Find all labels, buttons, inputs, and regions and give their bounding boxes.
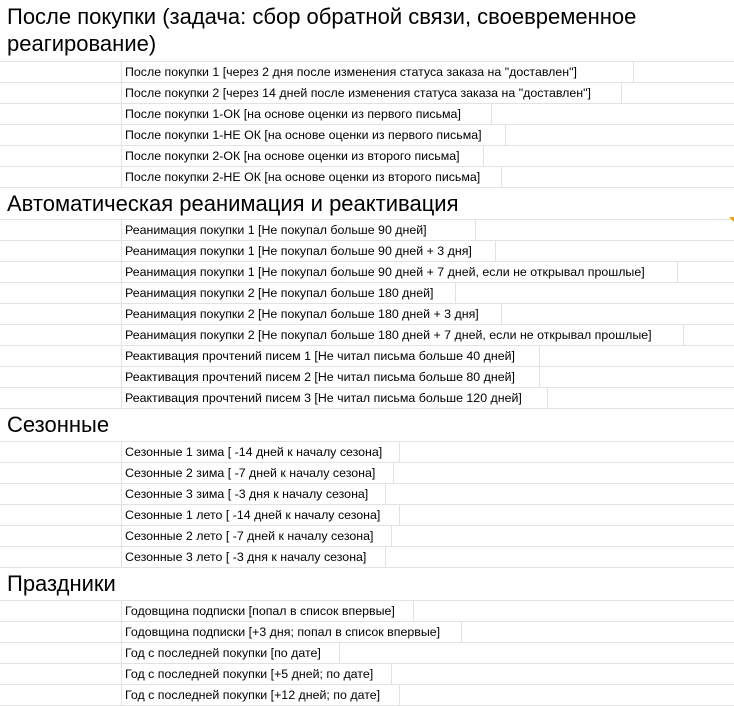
empty-cell[interactable] [0, 346, 122, 367]
empty-cell[interactable] [0, 463, 122, 484]
cell-text[interactable]: Сезонные 1 зима [ -14 дней к началу сезона] [122, 442, 400, 462]
table-row[interactable] [0, 146, 734, 167]
cell-text[interactable]: Сезонные 1 лето [ -14 дней к началу сезона] [122, 505, 400, 525]
empty-cell[interactable] [0, 388, 122, 409]
cell-text[interactable]: После покупки 1-ОК [на основе оценки из первого письма] [122, 104, 492, 124]
cell-text[interactable]: Сезонные 2 зима [ -7 дней к началу сезона] [122, 463, 394, 483]
cell-text[interactable]: Реанимация покупки 2 [Не покупал больше 180 дней + 7 дней, если не открывал прошлые] [122, 325, 684, 345]
table-row[interactable] [0, 346, 734, 367]
empty-cell[interactable] [0, 241, 122, 262]
section-title-line-1: После покупки (задача: сбор обратной связи, своевременное [7, 4, 637, 29]
table-row[interactable] [0, 262, 734, 283]
empty-cell[interactable] [0, 547, 122, 568]
table-row[interactable] [0, 283, 734, 304]
cell-text[interactable]: Годовщина подписки [+3 дня; попал в список впервые] [122, 622, 462, 642]
empty-cell[interactable] [0, 484, 122, 505]
cell-text[interactable]: Сезонные 3 зима [ -3 дня к началу сезона] [122, 484, 386, 504]
empty-cell[interactable] [0, 283, 122, 304]
table-row[interactable] [0, 367, 734, 388]
empty-cell[interactable] [0, 325, 122, 346]
cell-text[interactable]: После покупки 2-НЕ ОК [на основе оценки из второго письма] [122, 167, 502, 187]
cell-text[interactable]: Реанимация покупки 2 [Не покупал больше 180 дней + 3 дня] [122, 304, 502, 324]
table-row[interactable] [0, 484, 734, 505]
empty-cell[interactable] [0, 167, 122, 188]
table-row[interactable] [0, 547, 734, 568]
empty-cell[interactable] [0, 62, 122, 83]
empty-cell[interactable] [0, 304, 122, 325]
empty-cell[interactable] [0, 83, 122, 104]
table-row[interactable] [0, 304, 734, 325]
cell-text[interactable]: Год с последней покупки [по дате] [122, 643, 340, 663]
cell-text[interactable]: Год с последней покупки [+5 дней; по дате] [122, 664, 392, 684]
empty-cell[interactable] [0, 664, 122, 685]
table-row[interactable] [0, 442, 734, 463]
cell-text[interactable]: Реанимация покупки 2 [Не покупал больше 180 дней] [122, 283, 456, 303]
table-row[interactable] [0, 83, 734, 104]
section-title-text: Сезонные [7, 412, 110, 437]
table-row[interactable] [0, 325, 734, 346]
cell-text[interactable]: Годовщина подписки [попал в список впервые] [122, 601, 414, 621]
cell-text[interactable]: Реактивация прочтений писем 3 [Не читал письма больше 120 дней] [122, 388, 548, 408]
empty-cell[interactable] [0, 622, 122, 643]
empty-cell[interactable] [0, 526, 122, 547]
table-row[interactable] [0, 167, 734, 188]
table-row[interactable] [0, 664, 734, 685]
section-title-seasonal[interactable] [0, 411, 734, 442]
cell-text[interactable]: После покупки 1-НЕ ОК [на основе оценки из первого письма] [122, 125, 506, 145]
cell-text[interactable]: Реактивация прочтений писем 1 [Не читал письма больше 40 дней] [122, 346, 540, 366]
cell-text[interactable]: После покупки 2-ОК [на основе оценки из второго письма] [122, 146, 484, 166]
cell-text[interactable]: Сезонные 3 лето [ -3 дня к началу сезона] [122, 547, 386, 567]
cell-text[interactable]: Реанимация покупки 1 [Не покупал больше 90 дней + 7 дней, если не открывал прошлые] [122, 262, 678, 282]
empty-cell[interactable] [0, 262, 122, 283]
table-row[interactable] [0, 643, 734, 664]
table-row[interactable] [0, 505, 734, 526]
section-title-after-purchase[interactable] [0, 3, 734, 62]
table-row[interactable] [0, 685, 734, 706]
cell-text[interactable]: После покупки 1 [через 2 дня после изменения статуса заказа на "доставлен"] [122, 62, 634, 82]
table-row[interactable] [0, 62, 734, 83]
section-title-holidays[interactable] [0, 570, 734, 601]
section-title-text: Праздники [7, 571, 116, 596]
cell-text[interactable]: Сезонные 2 лето [ -7 дней к началу сезона] [122, 526, 392, 546]
table-row[interactable] [0, 463, 734, 484]
empty-cell[interactable] [0, 220, 122, 241]
section-title-line-2: реагирование) [7, 31, 157, 56]
cell-text[interactable]: После покупки 2 [через 14 дней после изменения статуса заказа на "доставлен"] [122, 83, 622, 103]
table-row[interactable] [0, 125, 734, 146]
table-row[interactable] [0, 241, 734, 262]
table-row[interactable] [0, 104, 734, 125]
empty-cell[interactable] [0, 505, 122, 526]
table-row[interactable] [0, 622, 734, 643]
cell-text[interactable]: Реанимация покупки 1 [Не покупал больше 90 дней + 3 дня] [122, 241, 496, 261]
cell-text[interactable]: Реактивация прочтений писем 2 [Не читал письма больше 80 дней] [122, 367, 540, 387]
empty-cell[interactable] [0, 125, 122, 146]
section-title-reanimation[interactable] [0, 190, 734, 220]
section-title-text: Автоматическая реанимация и реактивация [7, 191, 459, 216]
empty-cell[interactable] [0, 367, 122, 388]
empty-cell[interactable] [0, 104, 122, 125]
empty-cell[interactable] [0, 643, 122, 664]
cell-text[interactable]: Год с последней покупки [+12 дней; по дате] [122, 685, 400, 705]
empty-cell[interactable] [0, 442, 122, 463]
table-row[interactable] [0, 526, 734, 547]
empty-cell[interactable] [0, 685, 122, 706]
empty-cell[interactable] [0, 601, 122, 622]
table-row[interactable] [0, 601, 734, 622]
cell-text[interactable]: Реанимация покупки 1 [Не покупал больше 90 дней] [122, 220, 476, 240]
empty-cell[interactable] [0, 146, 122, 167]
table-row[interactable] [0, 220, 734, 241]
table-row[interactable] [0, 388, 734, 409]
